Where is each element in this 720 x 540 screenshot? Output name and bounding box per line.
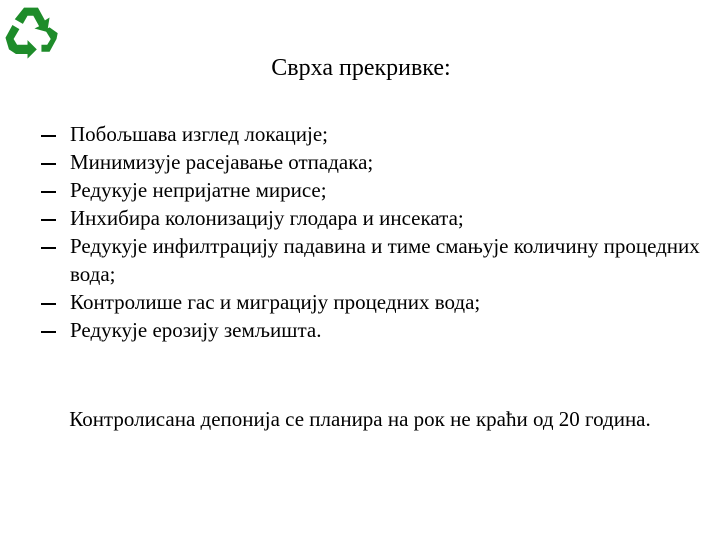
list-item bbox=[40, 176, 700, 204]
bullet-text: Редукује ерозију земљишта. bbox=[70, 318, 322, 342]
bullet-text: Инхибира колонизацију глодара и инсеката; bbox=[70, 206, 464, 230]
list-item bbox=[40, 288, 700, 316]
bullet-list bbox=[40, 120, 700, 344]
list-item bbox=[40, 316, 700, 344]
list-item bbox=[40, 120, 700, 148]
bullet-text: Редукује непријатне мирисе; bbox=[70, 178, 327, 202]
bullet-text: Редукује инфилтрацију падавина и тиме смањује количину процедних вода; bbox=[70, 234, 700, 286]
slide-title: Сврха прекривке: bbox=[271, 55, 451, 81]
list-item bbox=[40, 204, 700, 232]
bullet-text: Побољшава изглед локације; bbox=[70, 122, 329, 146]
bullet-text: Контролише гас и миграцију процедних вода; bbox=[70, 290, 481, 314]
bullet-text: Минимизује расејавање отпадака; bbox=[70, 150, 374, 174]
footnote: Контролисана депонија се планира на рок не краћи од 20 година. bbox=[69, 407, 651, 431]
list-item bbox=[40, 148, 700, 176]
list-item bbox=[40, 232, 700, 288]
